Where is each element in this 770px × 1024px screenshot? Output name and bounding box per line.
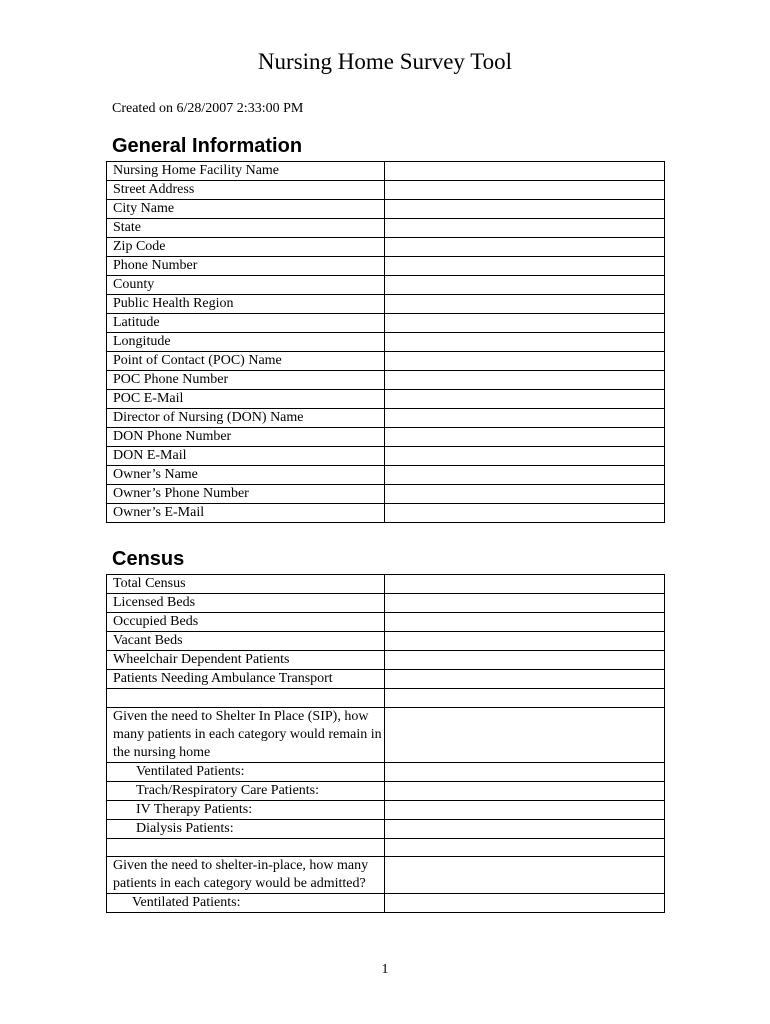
table-row <box>107 257 665 276</box>
field-value[interactable] <box>385 485 665 504</box>
field-label: Phone Number <box>107 257 385 276</box>
field-value[interactable] <box>385 238 665 257</box>
table-row <box>107 651 665 670</box>
field-label: POC E-Mail <box>107 390 385 409</box>
field-label: City Name <box>107 200 385 219</box>
table-row <box>107 162 665 181</box>
field-value[interactable] <box>385 333 665 352</box>
field-label: Ventilated Patients: <box>107 894 385 913</box>
field-value[interactable] <box>385 371 665 390</box>
table-row <box>107 390 665 409</box>
table-row <box>107 575 665 594</box>
field-label: Trach/Respiratory Care Patients: <box>107 781 385 800</box>
table-row <box>107 762 665 781</box>
field-value[interactable] <box>385 689 665 708</box>
census-heading: Census <box>112 548 185 570</box>
field-value[interactable] <box>385 276 665 295</box>
field-label: Longitude <box>107 333 385 352</box>
table-row <box>107 800 665 819</box>
table-row <box>107 485 665 504</box>
table-row <box>107 781 665 800</box>
field-label: Licensed Beds <box>107 594 385 613</box>
field-value[interactable] <box>385 162 665 181</box>
table-row <box>107 295 665 314</box>
field-value[interactable] <box>385 466 665 485</box>
field-label: Dialysis Patients: <box>107 819 385 838</box>
table-row <box>107 181 665 200</box>
field-label: Point of Contact (POC) Name <box>107 352 385 371</box>
table-row <box>107 409 665 428</box>
field-value[interactable] <box>385 200 665 219</box>
field-label: Street Address <box>107 181 385 200</box>
field-value[interactable] <box>385 838 665 857</box>
field-label: DON Phone Number <box>107 428 385 447</box>
table-row <box>107 352 665 371</box>
document-title: Nursing Home Survey Tool <box>257 49 513 74</box>
page-number: 1 <box>381 962 389 977</box>
field-label: Patients Needing Ambulance Transport <box>107 670 385 689</box>
field-value[interactable] <box>385 504 665 523</box>
field-value[interactable] <box>385 409 665 428</box>
field-value[interactable] <box>385 594 665 613</box>
census-table <box>106 574 665 913</box>
spacer-row <box>107 689 665 708</box>
field-value[interactable] <box>385 181 665 200</box>
field-label: Vacant Beds <box>107 632 385 651</box>
field-label: State <box>107 219 385 238</box>
field-value[interactable] <box>385 575 665 594</box>
table-row <box>107 613 665 632</box>
table-row <box>107 447 665 466</box>
table-row <box>107 819 665 838</box>
field-label: Director of Nursing (DON) Name <box>107 409 385 428</box>
created-date: Created on 6/28/2007 2:33:00 PM <box>112 101 304 116</box>
field-value[interactable] <box>385 707 665 762</box>
field-value[interactable] <box>385 762 665 781</box>
table-row <box>107 428 665 447</box>
field-value[interactable] <box>385 219 665 238</box>
field-value[interactable] <box>385 314 665 333</box>
table-row <box>107 632 665 651</box>
general-information-table <box>106 161 665 523</box>
table-row <box>107 594 665 613</box>
field-label: Zip Code <box>107 238 385 257</box>
field-value[interactable] <box>385 257 665 276</box>
field-label: IV Therapy Patients: <box>107 800 385 819</box>
general-information-heading: General Information <box>112 135 303 157</box>
field-label: Occupied Beds <box>107 613 385 632</box>
table-row <box>107 314 665 333</box>
question-row <box>107 857 665 894</box>
field-value[interactable] <box>385 352 665 371</box>
field-value[interactable] <box>385 613 665 632</box>
field-value[interactable] <box>385 295 665 314</box>
field-value[interactable] <box>385 819 665 838</box>
field-value[interactable] <box>385 632 665 651</box>
field-value[interactable] <box>385 670 665 689</box>
field-label: Public Health Region <box>107 295 385 314</box>
table-row <box>107 200 665 219</box>
field-label: POC Phone Number <box>107 371 385 390</box>
field-label: Ventilated Patients: <box>107 762 385 781</box>
field-label: County <box>107 276 385 295</box>
field-label: Wheelchair Dependent Patients <box>107 651 385 670</box>
field-label: Owner’s Name <box>107 466 385 485</box>
table-row <box>107 371 665 390</box>
table-row <box>107 238 665 257</box>
field-label: Owner’s Phone Number <box>107 485 385 504</box>
field-value[interactable] <box>385 857 665 894</box>
table-row <box>107 333 665 352</box>
field-value[interactable] <box>385 894 665 913</box>
field-label: DON E-Mail <box>107 447 385 466</box>
spacer-row <box>107 838 665 857</box>
field-label: Given the need to Shelter In Place (SIP), how many patients in each category would remain in the nursing home <box>107 707 385 762</box>
table-row <box>107 276 665 295</box>
table-row <box>107 219 665 238</box>
field-value[interactable] <box>385 781 665 800</box>
field-value[interactable] <box>385 800 665 819</box>
field-label <box>107 689 385 708</box>
field-label: Latitude <box>107 314 385 333</box>
table-row <box>107 504 665 523</box>
table-row <box>107 670 665 689</box>
field-label: Nursing Home Facility Name <box>107 162 385 181</box>
table-row <box>107 466 665 485</box>
field-value[interactable] <box>385 447 665 466</box>
field-label <box>107 838 385 857</box>
field-value[interactable] <box>385 390 665 409</box>
question-row <box>107 707 665 762</box>
field-label: Total Census <box>107 575 385 594</box>
table-row <box>107 894 665 913</box>
field-value[interactable] <box>385 651 665 670</box>
field-label: Owner’s E-Mail <box>107 504 385 523</box>
field-label: Given the need to shelter-in-place, how many patients in each category would be admitted? <box>107 857 385 894</box>
field-value[interactable] <box>385 428 665 447</box>
